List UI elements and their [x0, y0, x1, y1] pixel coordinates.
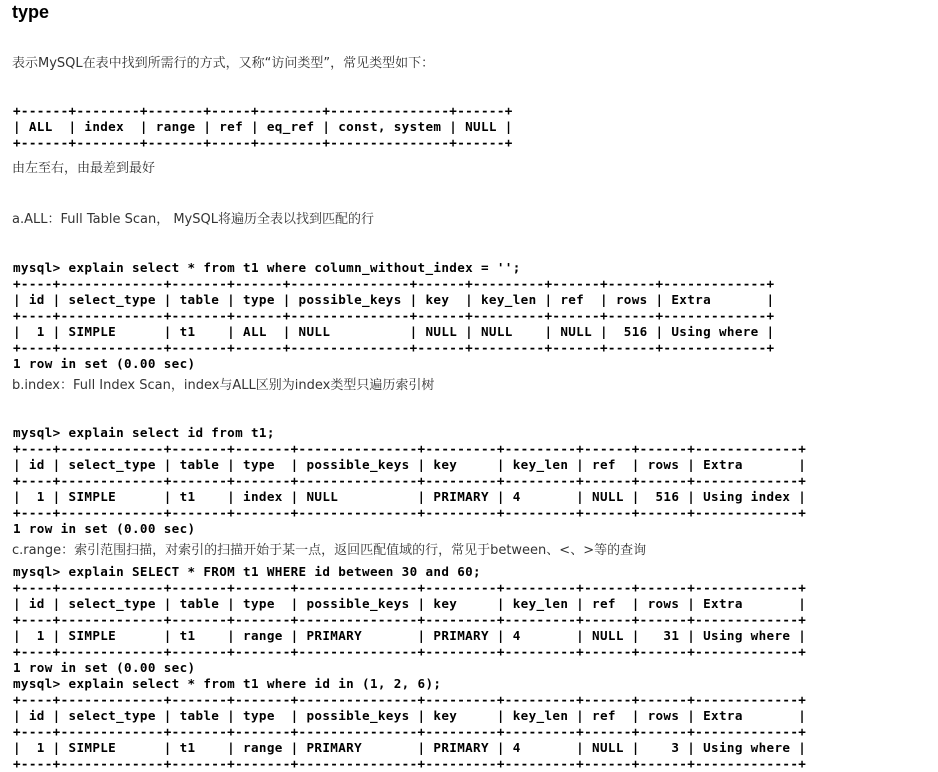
section-in-query: mysql> explain select * from t1 where id in (1, 2, 6); — [13, 676, 442, 691]
section-all-description: a.ALL：Full Table Scan， MySQL将遍历全表以找到匹配的行 — [12, 212, 374, 227]
section-index-query: mysql> explain select id from t1; — [13, 425, 275, 440]
section-all-header-row: | id | select_type | table | type | possible_keys | key | key_len | ref | rows | Extra | — [13, 292, 775, 307]
section-range-query: mysql> explain SELECT * FROM t1 WHERE id between 30 and 60; — [13, 564, 481, 579]
section-range-border-bottom: +----+-------------+-------+-------+---------------+---------+---------+------+------+-------------+ — [13, 644, 807, 659]
section-index-footer: 1 row in set (0.00 sec) — [13, 521, 196, 536]
types-table-row: | ALL | index | range | ref | eq_ref | const, system | NULL | — [13, 119, 513, 134]
section-in-data-row: | 1 | SIMPLE | t1 | range | PRIMARY | PRIMARY | 4 | NULL | 3 | Using where | — [13, 740, 807, 755]
section-index-header-row: | id | select_type | table | type | possible_keys | key | key_len | ref | rows | Extra | — [13, 457, 807, 472]
section-range-border-mid: +----+-------------+-------+-------+---------------+---------+---------+------+------+-------------+ — [13, 612, 807, 627]
section-in-border-mid: +----+-------------+-------+-------+---------------+---------+---------+------+------+-------------+ — [13, 724, 807, 739]
section-all-border-top: +----+-------------+-------+------+---------------+------+---------+------+------+-------------+ — [13, 276, 775, 291]
section-index-description: b.index：Full Index Scan，index与ALL区别为index类型只遍历索引树 — [12, 378, 435, 393]
section-index-border-top: +----+-------------+-------+-------+---------------+---------+---------+------+------+-------------+ — [13, 441, 807, 456]
types-table-bottom-border: +------+--------+-------+-----+--------+---------------+------+ — [13, 135, 513, 150]
section-range-description: c.range：索引范围扫描，对索引的扫描开始于某一点，返回匹配值域的行，常见于between、<、>等的查询 — [12, 543, 647, 558]
order-note: 由左至右，由最差到最好 — [12, 161, 156, 176]
intro-text: 表示MySQL在表中找到所需行的方式，又称“访问类型”，常见类型如下： — [12, 56, 435, 71]
section-index-border-mid: +----+-------------+-------+-------+---------------+---------+---------+------+------+-------------+ — [13, 473, 807, 488]
section-index-data-row: | 1 | SIMPLE | t1 | index | NULL | PRIMARY | 4 | NULL | 516 | Using index | — [13, 489, 807, 504]
section-in-border-top: +----+-------------+-------+-------+---------------+---------+---------+------+------+-------------+ — [13, 692, 807, 707]
section-range-footer: 1 row in set (0.00 sec) — [13, 660, 196, 675]
section-in-border-bottom: +----+-------------+-------+-------+---------------+---------+---------+------+------+-------------+ — [13, 756, 807, 771]
section-all-border-bottom: +----+-------------+-------+------+---------------+------+---------+------+------+-------------+ — [13, 340, 775, 355]
page-title: type — [12, 2, 50, 22]
types-table-top-border: +------+--------+-------+-----+--------+---------------+------+ — [13, 103, 513, 118]
section-index-border-bottom: +----+-------------+-------+-------+---------------+---------+---------+------+------+-------------+ — [13, 505, 807, 520]
section-range-border-top: +----+-------------+-------+-------+---------------+---------+---------+------+------+-------------+ — [13, 580, 807, 595]
section-all-data-row: | 1 | SIMPLE | t1 | ALL | NULL | NULL | NULL | NULL | 516 | Using where | — [13, 324, 775, 339]
section-all-border-mid: +----+-------------+-------+------+---------------+------+---------+------+------+-------------+ — [13, 308, 775, 323]
section-range-header-row: | id | select_type | table | type | possible_keys | key | key_len | ref | rows | Extra | — [13, 596, 807, 611]
section-in-header-row: | id | select_type | table | type | possible_keys | key | key_len | ref | rows | Extra | — [13, 708, 807, 723]
section-all-query: mysql> explain select * from t1 where column_without_index = ''; — [13, 260, 521, 275]
section-all-footer: 1 row in set (0.00 sec) — [13, 356, 196, 371]
section-range-data-row: | 1 | SIMPLE | t1 | range | PRIMARY | PRIMARY | 4 | NULL | 31 | Using where | — [13, 628, 807, 643]
